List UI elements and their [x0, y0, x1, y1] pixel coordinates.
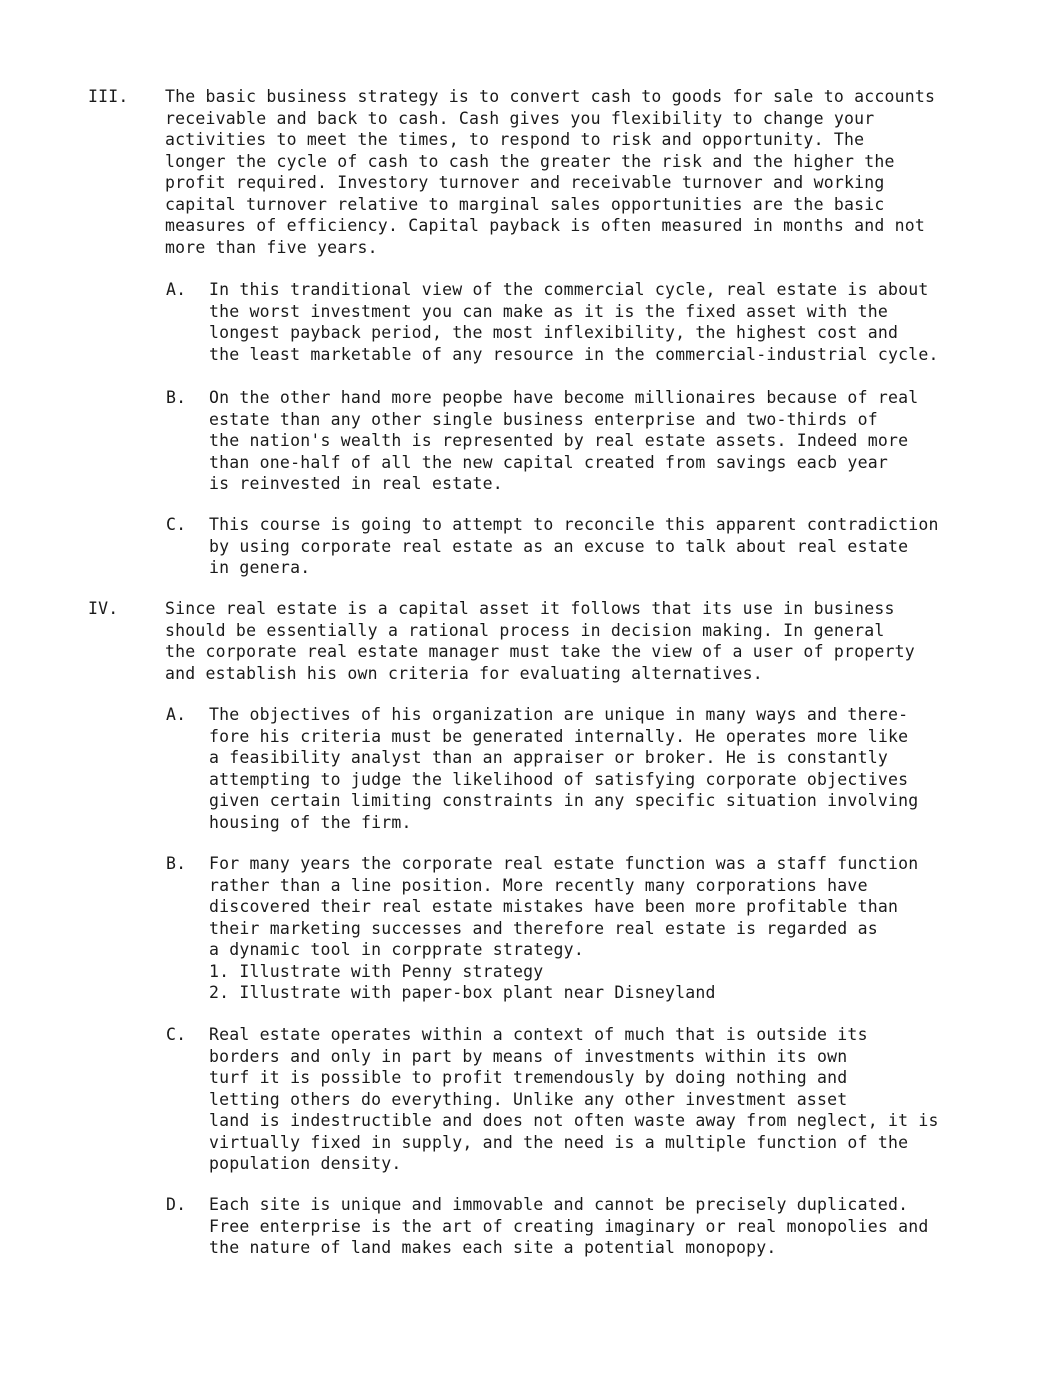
subsection-letter: D. — [166, 1195, 187, 1214]
subsection-paragraph: Real estate operates within a context of much that is outside its borders and only in part by means of investments within its own turf it is possible to profit tremendously by doing nothing and letting others do everything. Unlike any other investment asset land is indestructible and does not often waste away from neglect, it is virtually fixed in supply, and the need is a multiple function of the population density. — [209, 1025, 939, 1173]
subsection-letter: B. — [166, 388, 187, 407]
subsection-paragraph: This course is going to attempt to reconcile this apparent contradiction by using corporate real estate as an excuse to talk about real estate in genera. — [209, 515, 939, 577]
subsection-paragraph: Each site is unique and immovable and cannot be precisely duplicated. Free enterprise is the art of creating imaginary or real monopolies and the nature of land makes each site a potential monopopy. — [209, 1195, 929, 1257]
subsection-letter: C. — [166, 515, 187, 534]
subsection-paragraph: For many years the corporate real estate function was a staff function rather than a line position. More recently many corporations have discovered their real estate mistakes have been more profitable than their marketing successes and therefore real estate is regarded as a dynamic tool in corpprate strategy. 1. Illustrate with Penny strategy 2. Illustrate with paper-box plant near Disneyland — [209, 854, 919, 1002]
section-paragraph: Since real estate is a capital asset it follows that its use in business should be essentially a rational process in decision making. In general the corporate real estate manager must take the view of a user of property and establish his own criteria for evaluating alternatives. — [165, 599, 915, 683]
subsection-letter: A. — [166, 280, 187, 299]
section-paragraph: The basic business strategy is to convert cash to goods for sale to accounts receivable and back to cash. Cash gives you flexibility to change your activities to meet the times, to respond to risk and opportunity. The longer the cycle of cash to cash the greater the risk and the higher the profit required. Investory turnover and receivable turnover and working capital turnover relative to marginal sales opportunities are the basic measures of efficiency. Capital payback is often measured in months and not more than five years. — [165, 87, 936, 257]
subsection-letter: A. — [166, 705, 187, 724]
subsection-paragraph: The objectives of his organization are unique in many ways and there- fore his criteria must be generated internally. He operates more like a feasibility analyst than an appraiser or broker. He is constantly attempting to judge the likelihood of satisfying corporate objectives given certain limiting constraints in any specific situation involving housing of the firm. — [209, 705, 919, 832]
section-numeral: IV. — [88, 599, 119, 618]
section-numeral: III. — [88, 87, 129, 106]
subsection-paragraph: On the other hand more peopbe have become millionaires because of real estate than any other single business enterprise and two-thirds of the nation's wealth is represented by real estate assets. Indeed more than one-half of all the new capital created from savings eacb year is reinvested in real estate. — [209, 388, 919, 493]
subsection-paragraph: In this tranditional view of the commercial cycle, real estate is about the worst investment you can make as it is the fixed asset with the longest payback period, the most inflexibility, the highest cost and the least marketable of any resource in the commercial-industrial cycle. — [209, 280, 939, 364]
subsection-letter: C. — [166, 1025, 187, 1044]
subsection-letter: B. — [166, 854, 187, 873]
